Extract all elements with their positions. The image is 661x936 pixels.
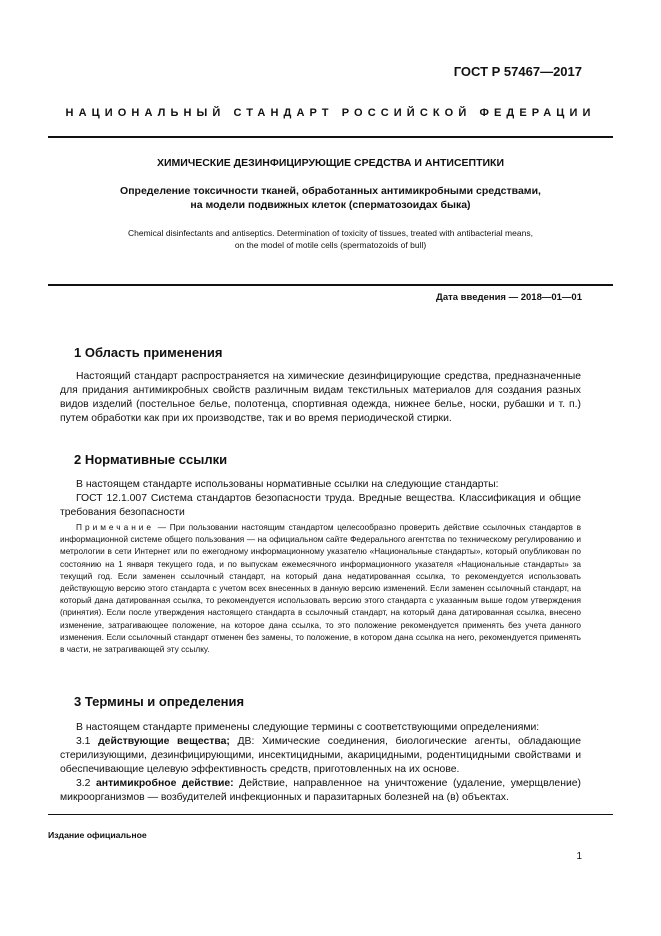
section-3-body <box>60 721 581 805</box>
term-3-1-definition: ДВ: Химические соединения, биологические агенты, обладающие стерилизующими, дезинфицирующими, инсектицидными, акарицидными, родентицидными свойствами и обеспечивающие целевую эффективность средств, приготовленных на их основе. <box>60 736 581 775</box>
english-title-line-1: Chemical disinfectants and antiseptics. Determination of toxicity of tissues, treated with antibacterial means, <box>128 228 533 238</box>
term-3-1-number: 3.1 <box>76 736 99 747</box>
official-edition-label: Издание официальное <box>48 830 147 840</box>
subtitle-line-1: Определение токсичности тканей, обработанных антимикробными средствами, <box>120 185 541 197</box>
section-1-body <box>60 370 581 426</box>
top-divider <box>48 136 613 138</box>
note-label: Примечание <box>76 522 155 532</box>
page-number: 1 <box>576 851 582 862</box>
term-3-1-term: действующие вещества; <box>98 736 230 747</box>
term-3-1 <box>60 735 581 777</box>
note-text: — При пользовании настоящим стандартом целесообразно проверить действие ссылочных стандартов в информационной системе общего пользования — на официальном сайте Федерального агентства по техническому регулированию и метрологии в сети Интернет или по ежегодному информационному указателю «Национальные стандарты», который опубликован по состоянию на 1 января текущего года, и по выпускам ежемесячного информационного указателя «Национальные стандарты» за текущий год. Если заменен ссылочный стандарт, на который дана недатированная ссылка, то рекомендуется использовать действующую версию этого стандарта с учетом всех внесенных в данную версию изменений. Если заменен ссылочный стандарт, на который дана датированная ссылка, то рекомендуется использовать версию этого стандарта с указанным выше годом утверждения (принятия). Если после утверждения настоящего стандарта в ссылочный стандарт, на который дана датированная ссылка, внесено изменение, затрагивающее положение, на которое дана ссылка, то это положение рекомендуется применять без учета данного изменения. Если ссылочный стандарт отменен без замены, то положение, в котором дана ссылка на него, рекомендуется применять в части, не затрагивающей эту ссылку. <box>60 522 581 655</box>
term-3-2-number: 3.2 <box>76 778 97 789</box>
term-3-2 <box>60 777 581 805</box>
section-1-paragraph: Настоящий стандарт распространяется на химические дезинфицирующие средства, предназначенные для придания антимикробных свойств различным видам текстильных материалов для создания разных видов изделий (постельное белье, полотенца, спортивная одежда, нижнее белье, носки, рубашки и т. п.) путем обработки как при их производстве, так и во время периодической стирки. <box>60 371 581 424</box>
section-3-heading: 3 Термины и определения <box>74 694 245 709</box>
section-2-paragraph-1: В настоящем стандарте использованы нормативные ссылки на следующие стандарты: <box>76 479 499 490</box>
introduction-date: Дата введения — 2018—01—01 <box>436 292 582 303</box>
section-2-body <box>60 478 581 520</box>
section-3-paragraph-1: В настоящем стандарте применены следующие термины с соответствующими определениями: <box>76 722 540 733</box>
national-standard-banner: НАЦИОНАЛЬНЫЙ СТАНДАРТ РОССИЙСКОЙ ФЕДЕРАЦИИ <box>65 107 596 119</box>
title-divider <box>48 284 613 286</box>
section-2-heading: 2 Нормативные ссылки <box>74 452 228 467</box>
term-3-2-definition: Действие, направленное на уничтожение (удаление, умерщвление) микроорганизмов — возбудителей инфекционных и паразитарных болезней на (в) объектах. <box>60 778 581 803</box>
footer-divider <box>48 814 613 815</box>
section-2-paragraph-2: ГОСТ 12.1.007 Система стандартов безопасности труда. Вредные вещества. Классификация и общие требования безопасности <box>60 493 581 518</box>
english-title-line-2: on the model of motile cells (spermatozoids of bull) <box>234 240 427 250</box>
document-subtitle <box>48 184 613 212</box>
subtitle-line-2: на модели подвижных клеток (сперматозоидах быка) <box>190 199 471 211</box>
document-title: ХИМИЧЕСКИЕ ДЕЗИНФИЦИРУЮЩИЕ СРЕДСТВА И АНТИСЕПТИКИ <box>157 157 504 169</box>
section-1-heading: 1 Область применения <box>74 345 223 360</box>
english-title <box>48 227 613 251</box>
term-3-2-term: антимикробное действие: <box>96 778 234 789</box>
section-2-note <box>60 521 581 655</box>
standard-number: ГОСТ Р 57467—2017 <box>453 64 582 79</box>
